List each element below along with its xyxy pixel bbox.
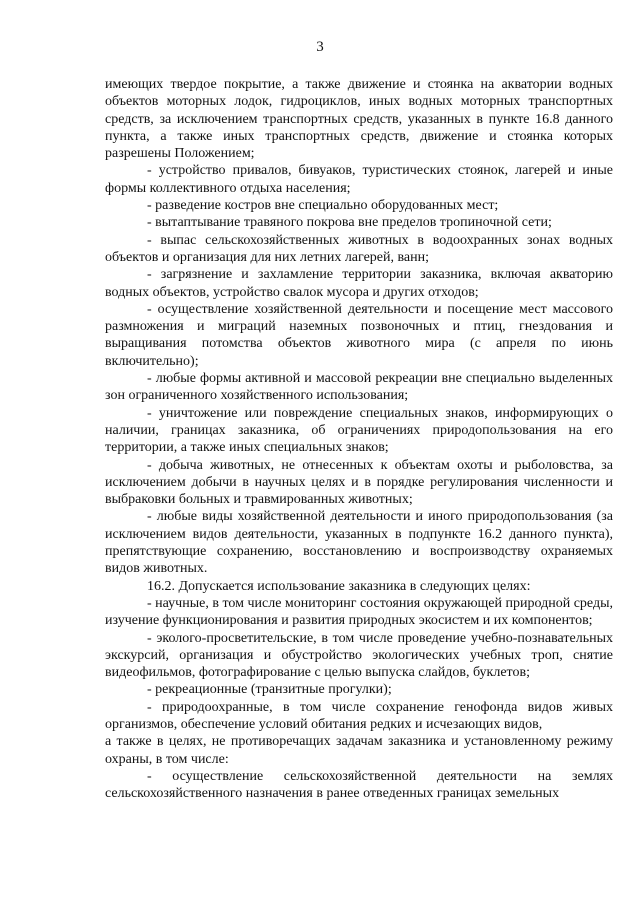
page-number: 3: [316, 39, 324, 55]
section-heading-16-2: 16.2. Допускается использование заказника в следующих целях:: [147, 578, 531, 594]
paragraph-signs: - уничтожение или повреждение специальных знаков, информирующих о наличии, границах заказника, об ограничениях природопользования на его территории, а также иных специальных знаков;: [105, 405, 613, 456]
paragraph-pollution: - загрязнение и захламление территории заказника, включая акваторию водных объектов, устройство свалок мусора и других отходов;: [105, 267, 613, 300]
paragraph-recreational: - рекреационные (транзитные прогулки);: [147, 682, 392, 698]
document-body: [105, 76, 613, 802]
paragraph-agriculture: - осуществление сельскохозяйственной деятельности на землях сельскохозяйственного назначения в ранее отведенных границах земельных: [105, 768, 613, 802]
paragraph-conservation: - природоохранные, в том числе сохранение генофонда видов живых организмов, обеспечение условий обитания редких и исчезающих видов,: [105, 699, 613, 732]
paragraph-grazing: - выпас сельскохозяйственных животных в водоохранных зонах водных объектов и организация для них летних лагерей, ванн;: [105, 232, 613, 265]
paragraph-scientific: - научные, в том числе мониторинг состояния окружающей природной среды, изучение функционирования и развития природных экосистем и их компонентов;: [105, 595, 613, 629]
paragraph-trampling: - вытаптывание травяного покрова вне пределов тропиночной сети;: [147, 215, 552, 231]
paragraph-educational: - эколого-просветительские, в том числе проведение учебно-познавательных экскурсий, организация и обустройство экологических учебных троп, снятие видеофильмов, фотографирование с целью выпуска слайдов, буклетов;: [105, 630, 613, 681]
paragraph-fires: - разведение костров вне специально оборудованных мест;: [147, 198, 499, 214]
paragraph-breeding-sites: - осуществление хозяйственной деятельности и посещение мест массового размножения и миграций наземных позвоночных и птиц, гнездования и выращивания потомства объектов животного мира (с апреля по июнь включительно);: [105, 301, 613, 369]
paragraph-hunting: - добыча животных, не отнесенных к объектам охоты и рыболовства, за исключением добычи в научных целях и в порядке регулирования численности и выбраковки больных и травмированных животных;: [105, 457, 613, 508]
paragraph-other-purposes: а также в целях, не противоречащих задачам заказника и установленному режиму охраны, в том числе:: [105, 734, 613, 767]
paragraph-continuation: имеющих твердое покрытие, а также движение и стоянка на акватории водных объектов моторных лодок, гидроциклов, иных водных моторных транспортных средств, за исключением транспортных средств, указанных в пункте 16.8 данного пункта, а также иных транспортных средств, движение и стоянка которых разрешены Положением;: [105, 77, 613, 162]
paragraph-recreation: - любые формы активной и массовой рекреации вне специально выделенных зон ограниченного хозяйственного использования;: [105, 371, 613, 404]
paragraph-camping: - устройство привалов, бивуаков, туристических стоянок, лагерей и иные формы коллективного отдыха населения;: [105, 163, 613, 196]
paragraph-other-activity: - любые виды хозяйственной деятельности и иного природопользования (за исключением видов деятельности, указанных в подпункте 16.2 данного пункта), препятствующие сохранению, восстановлению и воспроизводству охраняемых видов животных.: [105, 509, 613, 577]
